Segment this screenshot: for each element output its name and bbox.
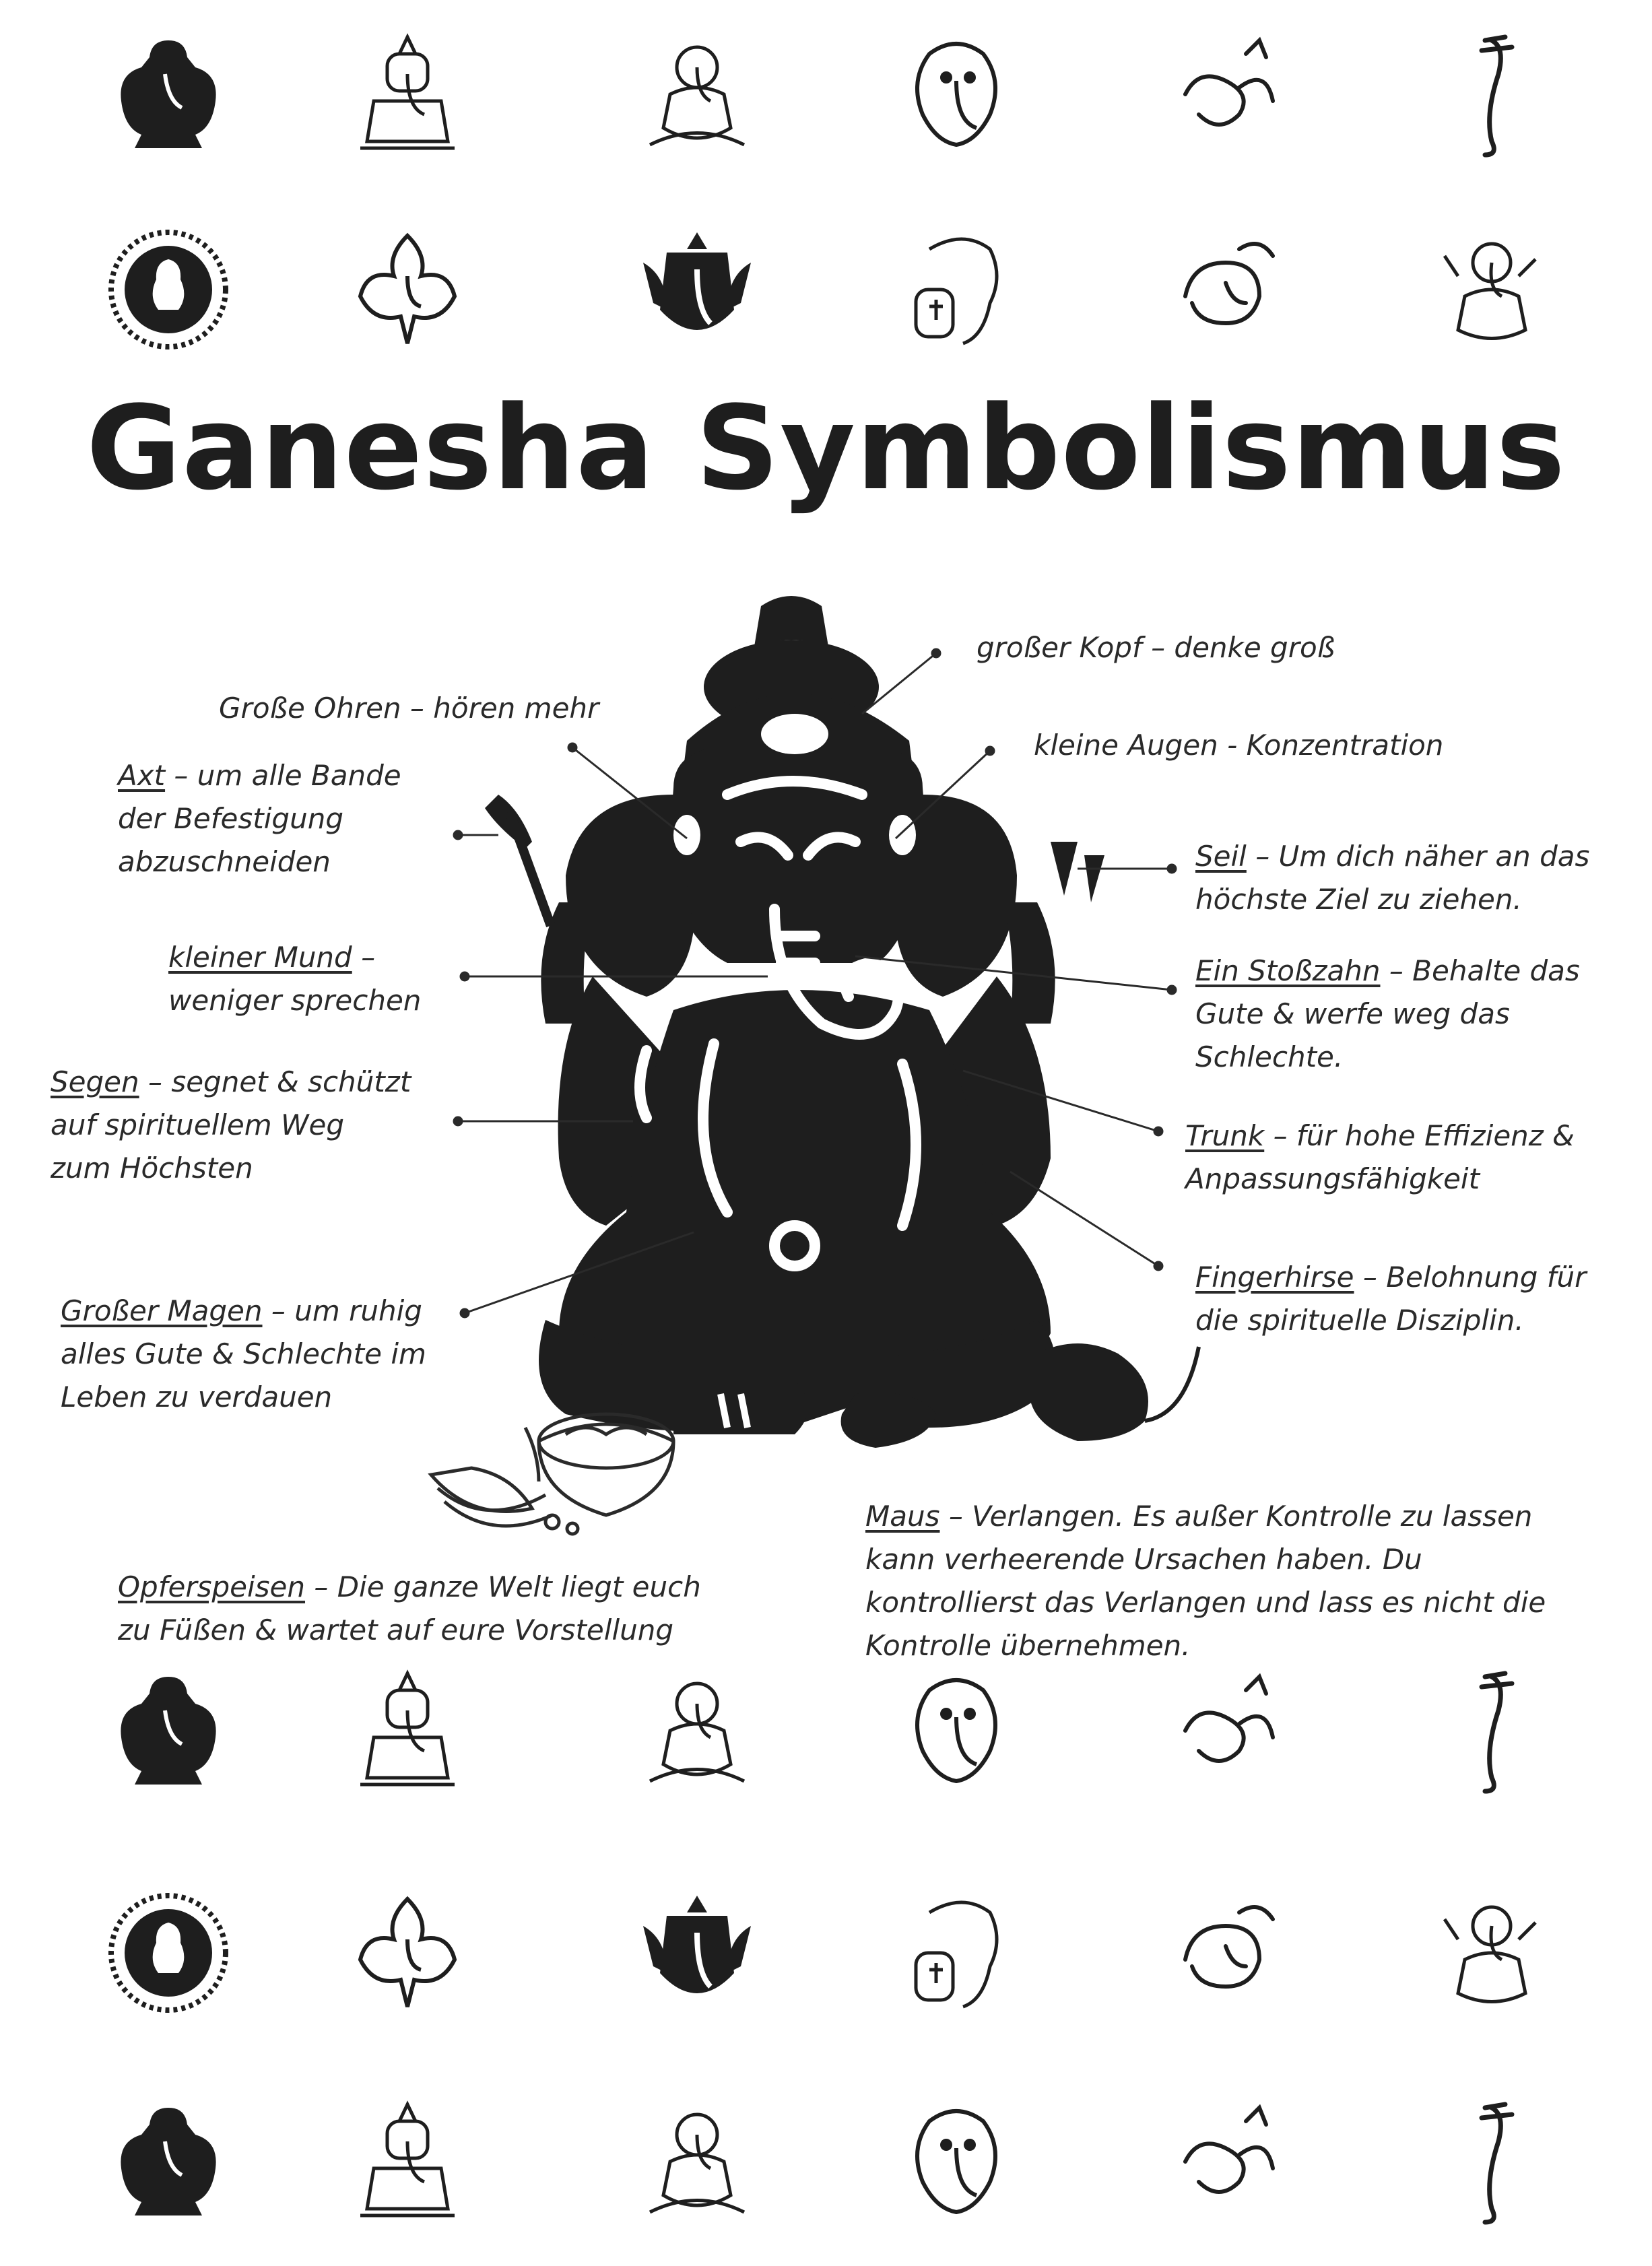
- label-small-eyes: kleine Augen - Konzentration: [1034, 729, 1444, 762]
- ganesha-halo-icon: [630, 2094, 764, 2229]
- label-offerings: Opferspeisen – Die ganze Welt liegt euch zu Füßen & wartet auf eure Vorstellung: [118, 1570, 701, 1646]
- ganesha-bold-icon: [630, 1886, 764, 2020]
- ganesha-lotus-outline-icon: [340, 1886, 475, 2020]
- ganesha-face-icon: [630, 222, 764, 357]
- ganesha-brush-icon: [340, 1663, 475, 1798]
- ganesha-profile-icon: [1158, 1663, 1293, 1798]
- shri-icon: [1418, 2094, 1552, 2229]
- ganesha-mandala-icon: [101, 222, 236, 357]
- ganesha-om-icon: [1158, 27, 1293, 162]
- label-rope: Seil – Um dich näher an das höchste Ziel zu ziehen.: [1195, 840, 1590, 916]
- ganesha-silhouette-icon: [101, 27, 236, 162]
- ganesha-trunk-icon: [1418, 27, 1552, 162]
- label-tusk: Ein Stoßzahn – Behalte das Gute & werfe weg das Schlechte.: [1195, 954, 1580, 1073]
- ganesha-sanskrit-icon: [1418, 1663, 1552, 1798]
- label-big-ears: Große Ohren – hören mehr: [219, 692, 599, 725]
- label-trunk: Trunk – für hohe Effizienz & Anpassungsfähigkeit: [1185, 1119, 1575, 1195]
- ganesha-petal-icon: [101, 2094, 236, 2229]
- label-blessing: Segen – segnet & schützt auf spirituellem Weg zum Höchsten: [51, 1065, 411, 1185]
- ganesha-swastika-hand-icon: [889, 222, 1024, 357]
- ganesha-script-icon: [1158, 1886, 1293, 2020]
- ganesha-flower-icon: [340, 222, 475, 357]
- label-mouse: Maus – Verlangen. Es außer Kontrolle zu lassen kann verheerende Ursachen haben. Du kontrollierst das Verlangen und lass es nicht die Kontrolle übernehmen.: [865, 1500, 1546, 1662]
- label-stomach: Großer Magen – um ruhig alles Gute & Schlechte im Leben zu verdauen: [61, 1294, 426, 1413]
- label-small-mouth: kleiner Mund – weniger sprechen: [168, 941, 422, 1017]
- ganesha-calligraphy-icon: [1158, 222, 1293, 357]
- ganesha-curl-icon: [889, 1663, 1024, 1798]
- ganesha-lotus-icon: [630, 27, 764, 162]
- ganesha-sketch-icon: [889, 1886, 1024, 2020]
- label-millet: Fingerhirse – Belohnung für die spirituelle Disziplin.: [1195, 1261, 1587, 1337]
- ganesha-elephant-head-icon: [1158, 2094, 1293, 2229]
- ganesha-throne-icon: [101, 1886, 236, 2020]
- ganesha-minimal-icon: [889, 2094, 1024, 2229]
- page-title: Ganesha Symbolismus: [86, 380, 1566, 516]
- label-axe: Axt – um alle Bande der Befestigung abzuschneiden: [118, 759, 401, 878]
- ganesha-head-icon: [889, 27, 1024, 162]
- ganesha-block-icon: [101, 1663, 236, 1798]
- ganesha-dancing-icon: [1418, 222, 1552, 357]
- ganesha-swirl-icon: [630, 1663, 764, 1798]
- label-big-head: großer Kopf – denke groß: [977, 631, 1335, 664]
- ganesha-seated-icon: [340, 27, 475, 162]
- om-icon: [1418, 1886, 1552, 2020]
- ganesha-ornate-icon: [340, 2094, 475, 2229]
